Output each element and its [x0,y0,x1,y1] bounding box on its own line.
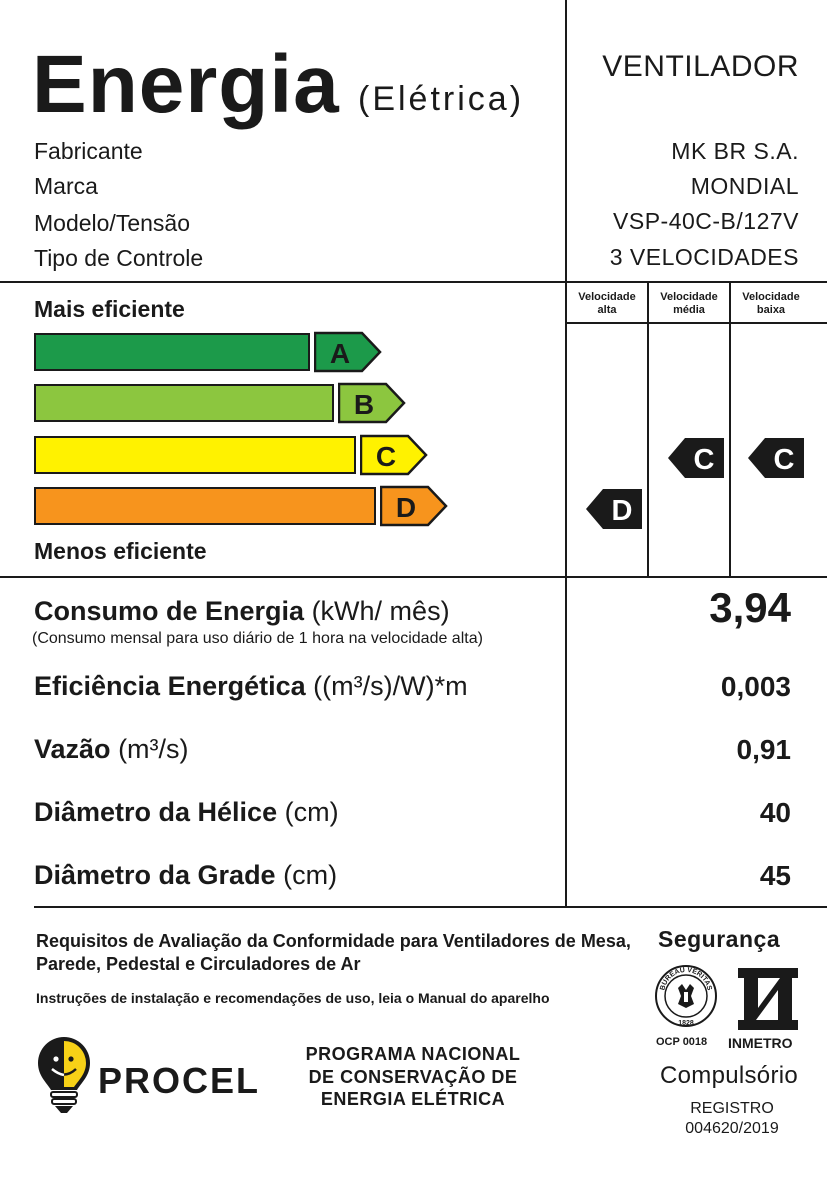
helice-label-unit: (cm) [284,797,339,827]
speed-rating-letter-2: C [773,444,795,476]
class-letter-c: C [375,441,397,472]
class-arrow-a [314,331,384,373]
ocp-label: OCP 0018 [656,1036,708,1048]
consumo-label-unit: (kWh/ mês) [311,596,450,626]
consumo-value: 3,94 [709,584,791,631]
scale-bottom-line [0,576,827,578]
class-letter-b: B [353,389,375,420]
speed-rating-letter-1: C [693,444,715,476]
consumo-note: (Consumo mensal para uso diário de 1 hora na velocidade alta) [32,630,483,647]
controle-label: Tipo de Controle [34,245,204,271]
speed-head-baixa-line1: Velocidade [742,291,800,303]
bv-ring-text: BUREAU VERITAS [659,966,713,992]
scale-bottom-label: Menos eficiente [34,538,207,564]
helice-label-bold: Diâmetro da Hélice [34,797,278,827]
header-divider-vertical [565,0,567,907]
requirements-text: Requisitos de Avaliação da Conformidade para Ventiladores de Mesa, Parede, Pedestal e Circuladores de Ar [36,931,631,975]
speed-head-alta-line1: Velocidade [578,291,636,303]
speed-head-baixa [731,291,811,317]
marca-label: Marca [34,173,98,199]
registro-number: 004620/2019 [685,1120,779,1137]
label-subtitle: (Elétrica) [358,80,525,118]
vazao-label-unit: (m³/s) [118,734,189,764]
helice-value: 40 [759,797,791,828]
consumo-label-bold: Consumo de Energia [34,596,305,626]
procel-wordmark: PROCEL [98,1060,261,1101]
class-bar-c [34,436,356,474]
speed-head-alta [567,291,647,317]
class-bar-d [34,487,376,525]
class-bar-b [34,384,334,422]
header-bottom-line [0,281,827,283]
compulsorio-label: Compulsório [660,1062,799,1089]
class-arrow-c [360,434,430,476]
modelo-value: VSP-40C-B/127V [613,208,799,234]
speed-rating-letter-0: D [611,495,633,527]
speed-rating-0 [586,488,644,530]
registro-block [684,1099,780,1139]
speed-head-alta-line2: alta [597,304,617,317]
fabricante-label: Fabricante [34,138,143,164]
controle-value: 3 VELOCIDADES [609,244,799,270]
instructions-text: Instruções de instalação e recomendações de uso, leia o Manual do aparelho [36,990,550,1006]
procel-lightbulb-icon [34,1034,94,1116]
speed-header-line [565,322,827,324]
label-title: Energia [32,39,340,130]
product-type: VENTILADOR [602,50,799,83]
inmetro-label: INMETRO [728,1035,793,1051]
eficiencia-label-bold: Eficiência Energética [34,671,306,701]
bv-year: 1828 [678,1020,694,1027]
grade-value: 45 [759,860,791,891]
scale-top-label: Mais eficiente [34,296,185,322]
fabricante-value: MK BR S.A. [671,138,799,164]
bureau-veritas-seal-icon [654,962,718,1034]
modelo-label: Modelo/Tensão [34,210,190,236]
vazao-label [34,734,189,765]
consumo-label [34,596,450,627]
inmetro-logo-icon [736,966,800,1032]
procel-program-text: PROGRAMA NACIONAL DE CONSERVAÇÃO DE ENERGIA ELÉTRICA [305,1044,521,1109]
speed-col-divider-2 [729,283,731,577]
marca-value: MONDIAL [690,173,799,199]
vazao-value: 0,91 [736,734,791,765]
grade-label [34,860,337,891]
class-letter-a: A [329,338,351,369]
eficiencia-label-unit: ((m³/s)/W)*m [313,671,468,701]
eficiencia-label [34,671,468,702]
grade-label-bold: Diâmetro da Grade [34,860,276,890]
eficiencia-value: 0,003 [720,671,791,702]
speed-head-media-line1: Velocidade [660,291,718,303]
registro-label: REGISTRO [690,1100,774,1117]
speed-head-media [649,291,729,317]
speed-head-media-line2: média [673,304,705,317]
speed-rating-2 [748,437,806,479]
speed-head-baixa-line2: baixa [756,304,786,317]
class-letter-d: D [395,492,417,523]
class-arrow-d [380,485,450,527]
vazao-label-bold: Vazão [34,734,111,764]
helice-label [34,797,339,828]
speed-col-divider-1 [647,283,649,577]
seguranca-label: Segurança [658,926,781,952]
tech-bottom-line [34,906,827,908]
class-arrow-b [338,382,408,424]
class-bar-a [34,333,310,371]
speed-rating-1 [668,437,726,479]
grade-label-unit: (cm) [283,860,338,890]
